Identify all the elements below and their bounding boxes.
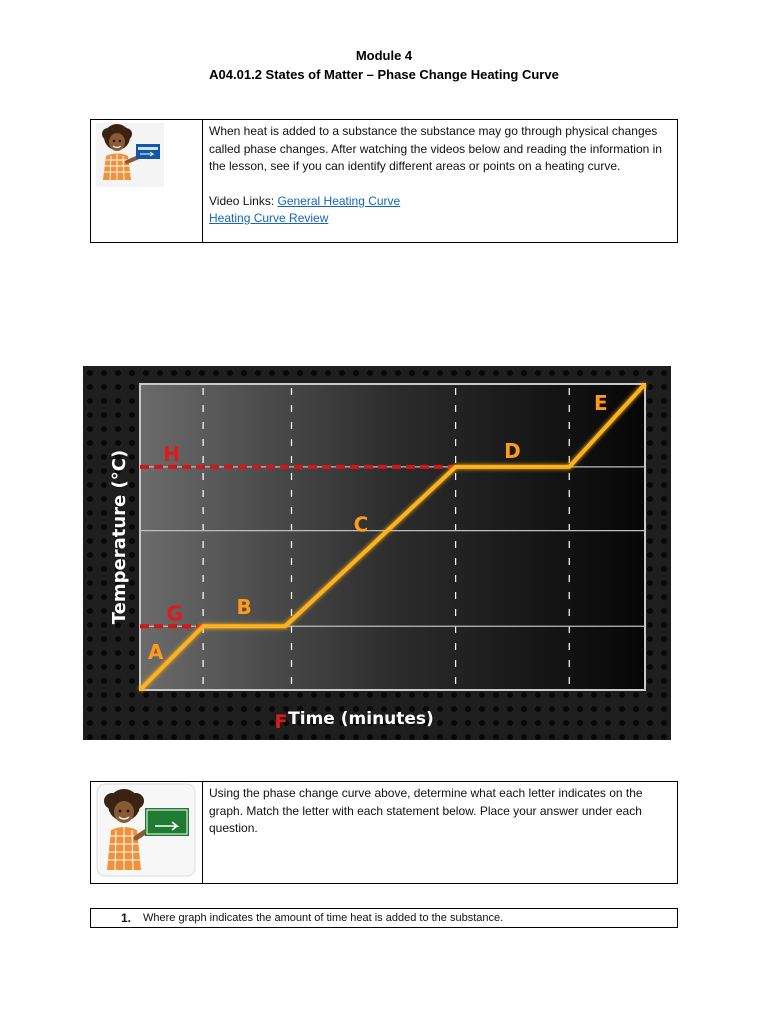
intro-paragraph: When heat is added to a substance the substance may go through physical changes called phase changes. After watching the videos below and reading the information in the lesson, see if you can identify different areas or points on a heating curve. — [209, 124, 662, 173]
lesson-title: A04.01.2 States of Matter – Phase Change Heating Curve — [209, 67, 559, 82]
question-number: 1. — [121, 911, 132, 925]
label-c: C — [353, 512, 369, 537]
module-title: Module 4 — [355, 48, 413, 63]
intro-text-cell — [203, 120, 678, 243]
label-d: D — [504, 438, 521, 463]
y-axis-label: Temperature (°C) — [109, 449, 130, 625]
intro-image-cell — [91, 120, 203, 243]
question-1 — [90, 908, 678, 928]
directions-box — [90, 781, 678, 884]
directions-text-cell — [203, 782, 678, 884]
heating-curve-review-link[interactable]: Heating Curve Review — [209, 211, 329, 225]
directions-paragraph: Using the phase change curve above, determine what each letter indicates on the graph. Match the letter with each statement below. Place your answer under each question. — [209, 786, 643, 835]
label-a: A — [148, 639, 164, 664]
label-e: E — [593, 391, 608, 416]
video-links-line — [209, 193, 671, 211]
x-axis-label: Time (minutes) — [288, 709, 434, 729]
heating-curve-chart — [83, 366, 671, 740]
label-b: B — [236, 595, 252, 620]
general-heating-curve-link[interactable]: General Heating Curve — [277, 193, 401, 208]
video-links-line-2 — [209, 210, 671, 228]
label-f: F — [274, 711, 288, 733]
label-g: G — [166, 601, 183, 626]
question-text: Where graph indicates the amount of time heat is added to the substance. — [143, 912, 504, 924]
heating-curve-svg — [83, 366, 671, 740]
video-links-label: Video Links: — [209, 193, 275, 208]
teacher-directions-illustration — [91, 782, 202, 878]
intro-box — [90, 119, 678, 243]
teacher-information-illustration — [91, 120, 202, 190]
label-h: H — [163, 441, 180, 466]
directions-image-cell — [91, 782, 203, 884]
